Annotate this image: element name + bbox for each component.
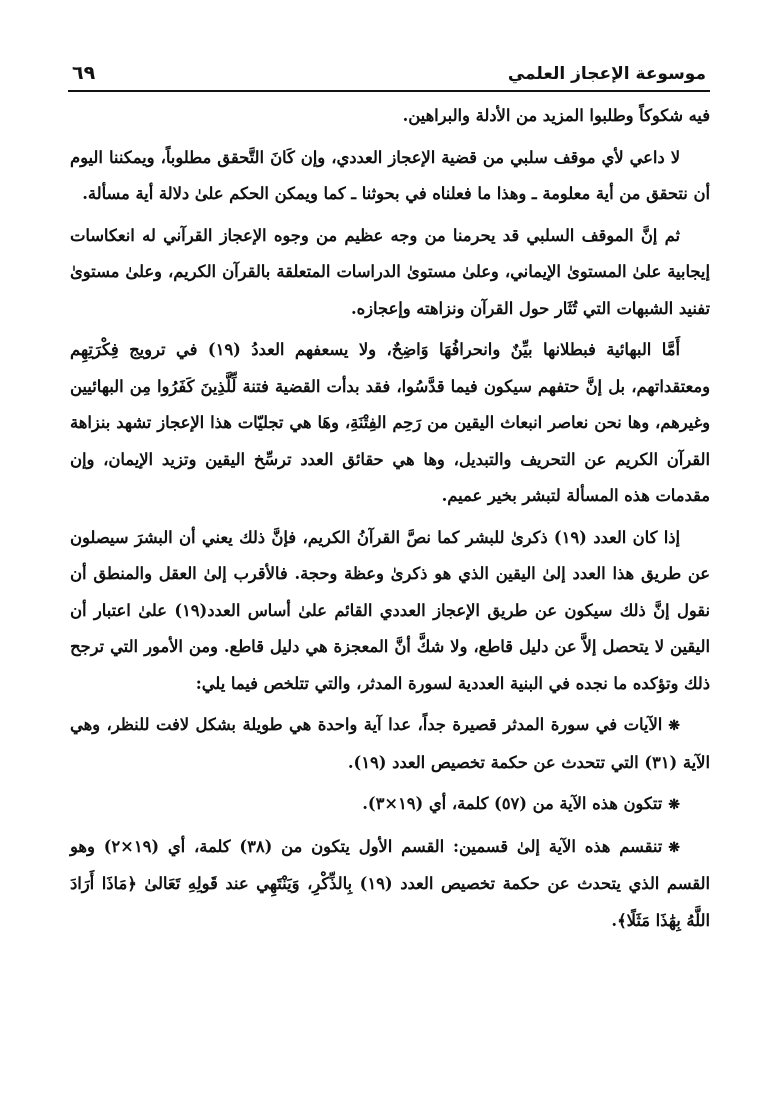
- paragraph: فيه شكوكاً وطلبوا المزيد من الأدلة والبراهين.: [402, 106, 710, 125]
- paragraph: إذا كان العدد (١٩) ذكرىٰ للبشر كما نصَّ القرآنُ الكريم، فإنَّ ذلك يعني أن البشرَ سيصلون عن طريق هذا العدد إلىٰ اليقين الذي هو ذكرىٰ وعظة وحجة. فالأقرب إلىٰ العقل والمنطق أن نقول إنَّ ذلك سيكون عن طريق الإعجاز العددي القائم علىٰ أساس العدد(١٩) علىٰ اعتبار أن اليقين لا يتحصل إلاَّ عن دليل قاطع، ولا شكَّ أنَّ المعجزة هي دليل قاطع. ومن الأمور التي ترجح ذلك وتؤكده ما نجده في البنية العددية لسورة المدثر، والتي تتلخص فيما يلي:: [70, 527, 710, 693]
- page-number: ٦٩: [72, 62, 96, 84]
- paragraph: أَمَّا البهائية فبطلانها بيِّنٌ وانحرافُهَا وَاضِحٌ، ولا يسعفهم العددُ (١٩) في ترويج فِكْرَتِهِم ومعتقداتهم، بل إنَّ حتفهم سيكون فيما قدَّسُوا، فقد بدأت القضية فتنة لِّلَّذِينَ كَفَرُوا مِن البهائيين وغيرهم، وها نحن نعاصر انبعاث اليقين من رَحِم الفِتْنَةِ، وهَا هي تجليّات هذا الإعجاز تشهد بنزاهة القرآن الكريم عن التحريف والتبديل، وها هي حقائق العدد ترسِّخ اليقين وتزيد الإيمان، وإن مقدمات هذه المسألة لتبشر بخير عميم.: [70, 340, 710, 505]
- page-header: [68, 58, 710, 92]
- bullet-item: [70, 786, 710, 824]
- bullet-item: [70, 829, 710, 940]
- quran-verse: ﴿مَاذَا أَرَادَ اللَّهُ بِهَٰذَا مَثَلًا﴾: [70, 874, 710, 930]
- verse-end: .: [611, 910, 618, 930]
- ornament-icon: ❋: [668, 797, 680, 813]
- bullet-item: [70, 707, 710, 781]
- page-body: [70, 98, 710, 944]
- paragraph: ثم إنَّ الموقف السلبي قد يحرمنا من وجه عظيم من وجوه الإعجاز القرآني له انعكاسات إيجابية علىٰ المستوىٰ الإيماني، وعلىٰ مستوىٰ الدراسات المتعلقة بالقرآن الكريم، وعلىٰ مستوىٰ تفنيد الشبهات التي تُثَار حول القرآن ونزاهته وإعجازه.: [70, 225, 710, 318]
- book-title: موسوعة الإعجاز العلمي: [507, 64, 706, 84]
- bullet-text: تنقسم هذه الآية إلىٰ قسمين: القسم الأول يتكون من (٣٨) كلمة، أي (١٩×٢) وهو القسم الذي يتحدث عن حكمة تخصيص العدد (١٩) بِالذِّكْرِ، وَيَنْتَهِي عند قَولِهِ تَعَالىٰ: [70, 836, 711, 893]
- bullet-text: تتكون هذه الآية من (٥٧) كلمة، أي (١٩×٣).: [362, 794, 663, 813]
- paragraph: لا داعي لأي موقف سلبي من قضية الإعجاز العددي، وإن كَانَ التَّحقق مطلوباً، ويمكننا اليوم أن نتحقق من أية معلومة ـ وهذا ما فعلناه في بحوثنا ـ كما ويمكن الحكم علىٰ دلالة أية مسألة.: [70, 147, 710, 203]
- ornament-icon: ❋: [668, 718, 680, 734]
- ornament-icon: ❋: [668, 839, 680, 856]
- bullet-text: الآيات في سورة المدثر قصيرة جداً، عدا آية واحدة هي طويلة بشكل لافت للنظر، وهي الآية (٣١) التي تتحدث عن حكمة تخصيص العدد (١٩).: [70, 715, 710, 772]
